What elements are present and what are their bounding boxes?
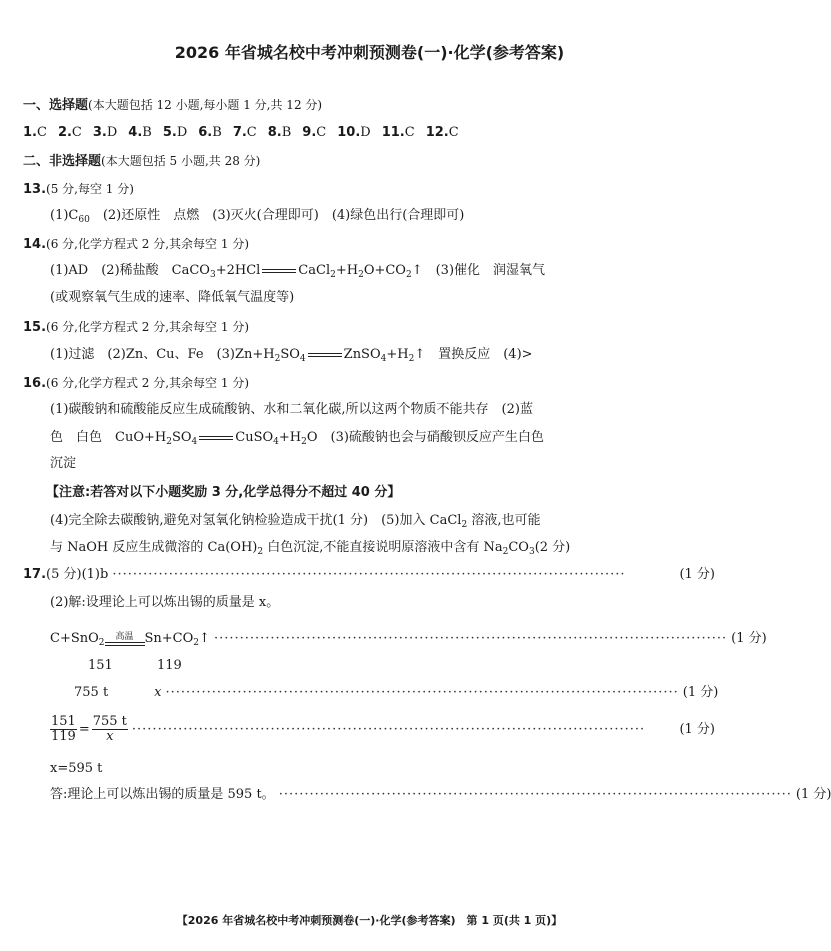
q13-a1: (1)C — [50, 208, 79, 223]
leader-dots: ···································································································· — [131, 721, 646, 737]
choice-answer — [93, 124, 117, 142]
q16-line1: (1)碳酸钠和硫酸能反应生成硫酸钠、水和二氧化碳,所以这两个物质不能共存 (2)蓝 — [50, 402, 533, 417]
choice-value: C — [404, 125, 415, 140]
molar-mass-1: 151 — [88, 658, 113, 673]
q16-text: O (3)硫酸钠也会与硝酸钡反应产生白色 — [306, 430, 544, 445]
q17-var: x — [154, 685, 162, 700]
choice-number: 1. — [23, 125, 37, 140]
choice-value: D — [176, 125, 188, 140]
q16-number: 16. — [23, 376, 47, 391]
choice-number: 8. — [267, 125, 282, 140]
choice-answer — [128, 124, 152, 142]
molar-mass-2: 119 — [157, 658, 182, 673]
choice-answer — [382, 124, 415, 142]
section2-header — [23, 152, 260, 171]
choice-value: C — [316, 125, 327, 140]
fraction-right — [92, 715, 128, 744]
q17-equation: C+SnO$_2$ 高温 $Sn+CO_2↑$ ···································································································· (1 分) — [50, 631, 767, 648]
q13-head: (5 分,每空 1 分) — [46, 182, 134, 196]
q16-text: CO — [508, 540, 529, 555]
score-label: (1 分) — [731, 631, 767, 646]
section1-heading: 一、选择题 — [23, 98, 89, 113]
q14-text: CaCl — [298, 263, 331, 278]
q14-text: O+CO — [363, 263, 406, 278]
q17-proportion: $\frac{151}{119}$ = $\frac{755 t}{x}$ ···································································································· (1 分) — [51, 714, 715, 744]
leader-dots: ···································································································· — [278, 787, 792, 802]
choice-number: 9. — [302, 125, 317, 140]
numerator: 151 — [51, 714, 76, 729]
q14-head: (6 分,化学方程式 2 分,其余每空 1 分) — [46, 237, 250, 251]
q13-answer — [50, 207, 464, 225]
q14-text: +H — [335, 263, 359, 278]
leader-dots: ···································································································· — [112, 567, 626, 582]
q17-values — [74, 684, 719, 702]
choice-value: C — [71, 125, 82, 140]
bonus-notice: 【注意:若答对以下小题奖励 3 分,化学总得分不超过 40 分】 — [46, 485, 401, 500]
equals-sign — [308, 353, 342, 357]
q17-line1 — [23, 566, 715, 584]
q15-text: ↑ 置换反应 (4)> — [414, 347, 533, 362]
q15-text: SO — [280, 347, 300, 362]
equals-sign — [262, 269, 296, 273]
q14-number: 14. — [23, 237, 47, 252]
choice-number: 12. — [425, 125, 449, 140]
q17-result: x=595 t — [50, 761, 103, 776]
choice-value: C — [246, 125, 257, 140]
q16-text: CuSO — [235, 430, 274, 445]
section1-note: (本大题包括 12 小题,每小题 1 分,共 12 分) — [88, 98, 323, 112]
choice-number: 6. — [198, 125, 213, 140]
q16-text: 色 白色 CuO+H — [50, 430, 167, 445]
q14-line1: (1)AD (2)稀盐酸 CaCO$_3$+2HCl $CaCl_2+H_2O+CO_2↑$ (3)催化 润湿氧气 — [50, 263, 546, 280]
q13-header — [23, 180, 134, 199]
choice-value: D — [360, 125, 371, 140]
q14-text: ↑ (3)催化 润湿氧气 — [411, 263, 546, 278]
q14-text: +2HCl — [215, 263, 261, 278]
denominator: x — [106, 729, 114, 744]
choice-number: 4. — [128, 125, 143, 140]
condition-text: 高温 — [115, 631, 134, 642]
denominator: 119 — [51, 729, 76, 744]
section2-heading: 二、非选择题 — [23, 154, 102, 169]
choice-value: D — [106, 125, 118, 140]
choice-answer — [302, 124, 326, 142]
q16-text: 与 NaOH 反应生成微溶的 Ca(OH) — [50, 540, 258, 555]
q17-number: 17. — [23, 567, 47, 582]
q17-text: C+SnO — [50, 631, 99, 646]
fraction-left — [50, 715, 77, 744]
q16-text: +H — [278, 430, 302, 445]
leader-dots: ···································································································· — [213, 631, 728, 646]
choice-answer — [198, 124, 222, 142]
equals-sign — [199, 436, 233, 440]
choice-answer — [233, 124, 257, 142]
q17-text: ↑ — [199, 631, 210, 646]
choice-value: C — [448, 125, 459, 140]
q17-text: Sn+CO — [144, 631, 194, 646]
q15-line1: (1)过滤 (2)Zn、Cu、Fe $(3)Zn+H_2SO_4$ $ZnSO_4+H_2↑$ 置换反应 (4)> — [50, 347, 533, 364]
page-title: 2026 年省城名校中考冲刺预测卷(一)·化学(参考答案) — [174, 43, 565, 62]
q13-a1-rest: (2)还原性 点燃 (3)灭火(合理即可) (4)绿色出行(合理即可) — [102, 208, 465, 223]
choice-number: 10. — [337, 125, 361, 140]
q16-text: (4)完全除去碳酸钠,避免对氢氧化钠检验造成干扰(1 分) (5)加入 CaCl — [50, 513, 462, 528]
choice-number: 3. — [92, 125, 107, 140]
q17-final — [50, 786, 831, 804]
q15-text: ZnSO — [343, 347, 381, 362]
q16-head: (6 分,化学方程式 2 分,其余每空 1 分) — [46, 376, 250, 390]
section2-note: (本大题包括 5 小题,共 28 分) — [101, 154, 261, 168]
score-label: (1 分) — [679, 567, 715, 582]
q14-text: (1)AD (2)稀盐酸 CaCO — [50, 263, 210, 278]
score-label: (1 分) — [795, 787, 831, 802]
choice-number: 5. — [162, 125, 177, 140]
leader-dots: ···································································································· — [165, 685, 679, 700]
q16-text: 白色沉淀,不能直接说明原溶液中含有 Na — [267, 540, 503, 555]
high-temp-condition — [105, 632, 145, 646]
q15-header — [23, 318, 249, 337]
q15-head: (6 分,化学方程式 2 分,其余每空 1 分) — [46, 320, 250, 334]
q17-text: 答:理论上可以炼出锡的质量是 595 t。 — [50, 787, 275, 802]
q16-text: SO — [171, 430, 192, 445]
q15-text: (1)过滤 (2)Zn、Cu、Fe (3)Zn+H — [50, 347, 275, 362]
choice-answer — [337, 124, 370, 142]
choice-value: B — [212, 125, 222, 140]
choice-number: 11. — [381, 125, 405, 140]
choice-value: B — [281, 125, 292, 140]
choice-number: 2. — [57, 125, 72, 140]
choice-answer — [268, 124, 292, 142]
page-footer: 【2026 年省城名校中考冲刺预测卷(一)·化学(参考答案) 第 1 页(共 1 页)】 — [176, 914, 563, 927]
q14-line2: (或观察氧气生成的速率、降低氧气温度等) — [50, 290, 295, 305]
q16-text: (2 分) — [534, 540, 571, 555]
q16-text: 溶液,也可能 — [471, 513, 541, 528]
q17-text: 755 t — [74, 685, 109, 700]
choice-answer — [58, 124, 82, 142]
q14-header — [23, 235, 249, 254]
q13-number: 13. — [23, 182, 47, 197]
score-label: (1 分) — [679, 721, 715, 737]
q15-text: +H — [386, 347, 409, 362]
q15-number: 15. — [23, 320, 47, 335]
choice-answer — [23, 124, 47, 142]
choice-answers — [23, 124, 470, 142]
choice-value: C — [36, 125, 47, 140]
q16-line4: (4)完全除去碳酸钠,避免对氢氧化钠检验造成干扰(1 分) (5)加入 CaCl$_2$ 溶液,也可能 — [50, 513, 541, 530]
q16-line5: 与 NaOH 反应生成微溶的 $Ca(OH)_2$ 白色沉淀,不能直接说明原溶液中含有 $Na_2CO_3(2$ 分) — [50, 540, 571, 557]
q16-line2: 色 白色 $CuO+H_2SO_4$ $CuSO_4+H_2O$ (3)硫酸钠也会与硝酸钡反应产生白色 — [50, 430, 544, 447]
choice-answer — [426, 124, 459, 142]
section1-header — [23, 96, 322, 115]
choice-number: 7. — [232, 125, 247, 140]
q16-line3: 沉淀 — [50, 456, 77, 471]
score-label: (1 分) — [682, 685, 719, 700]
q16-header — [23, 374, 249, 393]
choice-value: B — [142, 125, 152, 140]
numerator: 755 t — [92, 714, 127, 729]
q13-a1-sub: 60 — [78, 215, 90, 225]
q17-text: (5 分)(1)b — [46, 567, 109, 582]
choice-answer — [163, 124, 187, 142]
q17-line2: (2)解:设理论上可以炼出锡的质量是 x。 — [50, 595, 280, 610]
